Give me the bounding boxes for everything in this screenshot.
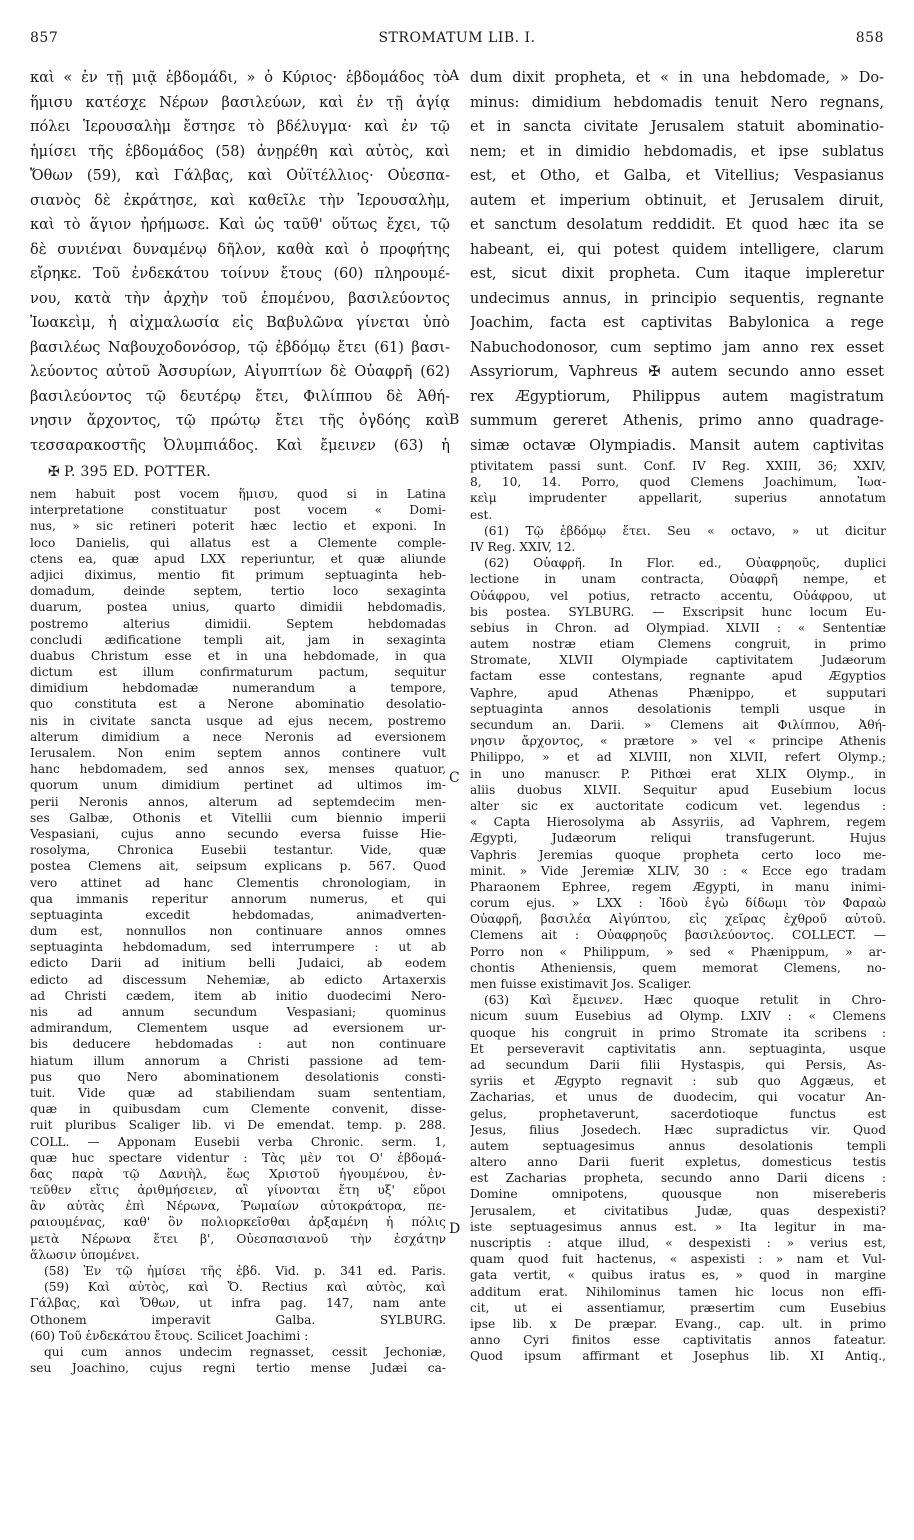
note-line: nus, » sic retineri poterit hæc lectio et exponi. In: [30, 519, 446, 534]
note-line: nuscriptis : atque illud, « despexisti : » verius est,: [470, 1236, 886, 1250]
note-line: Γάλβας, καὶ Ὄθων, ut infra pag. 147, nam ante: [30, 1296, 446, 1311]
note-line: hanc hebdomadem, sed annos sex, menses quatuor,: [30, 762, 446, 777]
greek-text-line: πόλει Ἱερουσαλὴμ ἔστησε τὸ βδέλυγμα· καὶ ἐν τῷ: [30, 119, 450, 135]
note-line: δας παρὰ τῷ Δανιὴλ, ἕως Χριστοῦ ἡγουμένου, ἐν-: [30, 1166, 446, 1181]
greek-text-line: σιανὸς δὲ ἐκράτησε, καὶ καθεῖλε τὴν Ἱερουσαλὴμ,: [30, 192, 450, 209]
note-line: Stromate, XLVII Olympiade captivitatem Judæorum: [470, 653, 886, 668]
note-line: in uno manuscr. P. Pithœi erat XLIX Olymp., in: [470, 766, 886, 781]
note-line: perii Neronis annos, alterum ad septemdecim men-: [30, 794, 446, 809]
note-line: autem septuagesimus annus desolationis templi: [470, 1138, 886, 1153]
greek-text-line: νησιν ἄρχοντος, τῷ πρώτῳ ἔτει τῆς ὀγδόης καὶ: [30, 413, 450, 429]
note-line: « Capta Hierosolyma ab Assyriis, ad Vaphrem, regem: [470, 815, 886, 830]
note-line: anno Cyri finitos esse captivitatis annos fateatur.: [470, 1333, 886, 1348]
note-line: seu Joachino, cujus regni tertio mense Judæi ca-: [30, 1361, 446, 1376]
note-line: Ægypti, Judæorum reliqui transfugerunt. Hujus: [470, 831, 886, 846]
latin-text-line: autem et imperium obtinuit, et Jerusalem diruit,: [470, 192, 884, 209]
note-line: bis postea. SYLBURG. — Exscripsit hunc locum Eu-: [470, 604, 886, 619]
note-line: Et perseveravit captivitatis ann. septuaginta, usque: [470, 1041, 886, 1056]
note-line: Ierusalem. Non enim septem annos continere vult: [30, 746, 446, 760]
note-line: gata vertit, « quibus iratus es, » quod in margine: [470, 1268, 886, 1283]
note-line: septuaginta excedit hebdomadas, animadverten-: [30, 907, 446, 922]
note-line: factam esse contestans, regnante apud Ægyptios: [470, 669, 886, 684]
note-line: Domine omnipotens, quousque non misereberis: [470, 1187, 886, 1202]
page-number-left: 857: [30, 30, 59, 46]
note-line: ἂν αὐτὰς ἐπὶ Νέρωνα, Ῥωμαίων αὐτοκράτορα, πε-: [30, 1199, 446, 1214]
note-line: septuaginta annos desolationis templi usque in: [470, 701, 886, 716]
greek-text-line: Ἰωακεὶμ, ἡ αἰχμαλωσία εἰς Βαβυλῶνα γίνεται ὑπὸ: [30, 315, 450, 331]
latin-text-line: habeant, ei, qui potest quidem intelligere, clarum: [470, 241, 884, 258]
margin-letter-c: C: [449, 770, 460, 786]
note-line: ραιουμένας, καθ' ὃν πολιορκεῖσθαι ἀρξαμένη ἡ πόλις: [30, 1215, 446, 1230]
note-line: Clemens ait : Οὐαφρηοῦς βασιλεύοντος. COLLECT. —: [470, 928, 886, 943]
note-line: pus quo Nero abominationem desolationis consti-: [30, 1069, 446, 1084]
note-line: lectione in unam contracta, Οὐαφρῆ nempe, et: [470, 572, 886, 587]
note-line: Jesus, filius Josedech. Hæc supradictus vir. Quod: [470, 1122, 886, 1137]
potter-page-marker: [48, 464, 211, 480]
note-line: additum erat. Nihilominus tamen hic locus non effi-: [470, 1284, 886, 1299]
note-line: ses Galbæ, Othonis et Vitellii cum biennio imperii: [30, 810, 446, 825]
greek-text-line: καὶ « ἐν τῇ μιᾷ ἑβδομάδι, » ὁ Κύριος· ἑβδομάδος τὸ: [30, 70, 450, 86]
latin-text-line: summum gereret Athenis, primo anno quadrage-: [470, 413, 884, 429]
note-line: men fuisse existimavit Jos. Scaliger.: [470, 977, 692, 991]
note-line: μετὰ Νέρωνα ἔτει β', Οὐεσπασιανοῦ τὴν ἐσχάτην: [30, 1231, 446, 1246]
note-line: (61) Τῷ ἑβδόμῳ ἔτει. Seu « octavo, » ut dicitur: [484, 523, 886, 538]
note-line: edicto Darii ad initium belli Judaici, ab eodem: [30, 956, 446, 971]
note-line: sebius in Chron. ad Olympiad. XLVII : « Sententiæ: [470, 620, 886, 635]
note-line: domadum, deinde septem, tertio loco sexaginta: [30, 584, 446, 599]
note-line: nis in civitate sancta usque ad ejus necem, postremo: [30, 713, 446, 728]
note-line: ipse lib. x De præpar. Evang., cap. ult. in primo: [470, 1316, 886, 1331]
greek-text-column: [30, 66, 450, 458]
note-line: ctens ea, quæ apud LXX reperiuntur, et quæ aliunde: [30, 551, 446, 566]
note-line: Porro non « Philippum, » sed « Phænippum, » ar-: [470, 944, 886, 959]
note-line: dimidium hebdomadæ numerandum a tempore,: [30, 681, 446, 696]
greek-text-line: λεύοντος αὐτοῦ Ἀσσυρίων, Αἰγυπτίων δὲ Οὐαφρῆ (62): [30, 364, 450, 380]
latin-text-line: simæ octavæ Olympiadis. Mansit autem captivitas: [470, 437, 884, 454]
latin-text-line: Joachim, facta est captivitas Babylonica a rege: [470, 315, 884, 331]
note-line: (60) Τοῦ ἑνδεκάτου ἔτους. Scilicet Joachimi :: [30, 1328, 309, 1343]
note-line: Philippo, » et ad XLVIII, non XLVII, refert Olymp.;: [470, 750, 886, 765]
note-line: duabus Christum esse et in una hebdomade, in qua: [30, 648, 446, 663]
note-line: concludi ædificatione templi ait, jam in sexaginta: [30, 632, 446, 647]
running-header: [30, 30, 884, 52]
note-line: ruit pluribus Scaliger lib. vi De emendat. temp. p. 288.: [30, 1118, 446, 1133]
note-line: edicto ad discessum Nehemiæ, ab edicto Artaxerxis: [30, 972, 446, 987]
note-line: altero anno Darii fuerit expletus, domesticus testis: [470, 1155, 886, 1170]
note-line: κεὶμ imprudenter appellarit, superius annotatum: [470, 491, 886, 506]
note-line: Zacharias, et unus de duodecim, qui vocatur An-: [470, 1090, 886, 1105]
note-line: autem nostræ etiam Clemens congruit, in primo: [470, 637, 886, 652]
note-line: adjici diximus, mentio fit primum septuaginta heb-: [30, 567, 446, 582]
note-line: hiatum illum annorum a Christi passione ad tem-: [30, 1053, 446, 1068]
note-line: ἅλωσιν ὑπομένει.: [30, 1247, 140, 1262]
note-line: secundum an. Darii. » Clemens ait Φιλίππου, Ἀθή-: [470, 718, 886, 732]
note-line: septuaginta hebdomadum, sed interrumpere : ut ab: [30, 940, 446, 955]
note-line: quæ in quibusdam cum Clemente convenit, disse-: [30, 1102, 446, 1117]
note-line: quo constituta est a Nerone abominatio desolatio-: [30, 697, 446, 712]
greek-text-line: Ὄθων (59), καὶ Γάλβας, καὶ Οὐϊτέλλιος· Οὐεσπα-: [30, 168, 450, 184]
note-line: aliis duobus XLVII. Sequitur apud Eusebium locus: [470, 782, 886, 797]
note-line: admirandum, Clementem usque ad eversionem ur-: [30, 1021, 446, 1036]
latin-text-line: rex Ægyptiorum, Philippus autem magistratum: [470, 388, 884, 405]
latin-text-line: et in sancta civitate Jerusalem statuit abominatio-: [470, 119, 884, 135]
note-line: qui cum annos undecim regnasset, cessit Jechoniæ,: [44, 1344, 446, 1359]
note-line: ptivitatem passi sunt. Conf. IV Reg. XXIII, 36; XXIV,: [470, 459, 886, 473]
note-line: nis ad annum secundum Vespasiani; quominus: [30, 1005, 446, 1019]
note-line: quæ huc spectare videntur : Τὰς μὲν τοι Ο' ἑβδομά-: [30, 1150, 446, 1165]
note-line: loco Danielis, qui allatus est a Clemente comple-: [30, 535, 446, 550]
latin-text-line: est, et Otho, et Galba, et Vitellius; Vespasianus: [470, 168, 884, 184]
cross-marker-icon: ✠: [48, 464, 61, 480]
note-line: ad secundum Darii filii Hystaspis, qui Persis, As-: [470, 1057, 886, 1072]
greek-text-line: βασιλεύοντος τῷ δευτέρῳ ἔτει, Φιλίππου δὲ Ἀθή-: [30, 388, 450, 405]
note-line: iste septuagesimus annus est. » Ita legitur in ma-: [470, 1219, 886, 1234]
page-number-right: 858: [855, 30, 884, 46]
note-line: vero attinet ad hanc Clementis chronologiam, in: [30, 875, 446, 890]
note-line: qua immanis reperitur annorum numerus, et qui: [30, 891, 446, 906]
note-line: Οὐαφρῆ, βασιλέα Αἰγύπτου, εἰς χεῖρας ἐχθροῦ αὐτοῦ.: [470, 912, 886, 927]
note-line: IV Reg. XXIV, 12.: [470, 539, 576, 554]
greek-text-line: ἥμισυ κατέσχε Νέρων βασιλεύων, καὶ ἐν τῇ ἁγίᾳ: [30, 94, 450, 111]
latin-text-line: et sanctum desolatum reddidit. Et quod hæc ita se: [470, 217, 884, 233]
latin-text-line: minus: dimidium hebdomadis tenuit Nero regnans,: [470, 94, 884, 111]
latin-text-line: Nabuchodonosor, cum septimo jam anno rex esset: [470, 339, 884, 356]
note-line: est Zacharias propheta, secundo anno Darii dicens :: [470, 1171, 886, 1186]
note-line: chontis Atheniensis, quem memorat Clemens, no-: [470, 960, 886, 975]
note-line: nicum suum Eusebius ad Olymp. LXIV : « Clemens: [470, 1009, 886, 1024]
note-line: τεῦθεν εἴτις ἀριθμήσειεν, αἳ γίνονται ἔτη υξ' εὕροι: [30, 1183, 446, 1198]
note-line: (63) Καὶ ἔμεινεν. Hæc quoque retulit in Chro-: [484, 993, 886, 1008]
note-line: duarum, postea unius, quarto dimidii hebdomadis,: [30, 600, 446, 615]
greek-text-line: τεσσαρακοστῆς Ὀλυμπιάδος. Καὶ ἔμεινεν (63) ἡ: [30, 437, 450, 454]
note-line: Othonem imperavit Galba. SYLBURG.: [30, 1312, 446, 1327]
potter-page-reference: P. 395 ED. POTTER.: [64, 464, 211, 480]
greek-text-line: βασιλέως Ναβουχοδονόσορ, τῷ ἑβδόμῳ ἔτει (61) βασι-: [30, 339, 450, 356]
latin-text-line: Assyriorum, Vaphreus ✠ autem secundo anno esset: [470, 364, 884, 380]
greek-text-line: εἴρηκε. Τοῦ ἑνδεκάτου τοίνυν ἔτους (60) πληρουμέ-: [30, 266, 450, 282]
note-line: postremo alterius dimidii. Septem hebdomadas: [30, 616, 446, 631]
latin-translation-column: [470, 66, 884, 458]
latin-text-line: dum dixit propheta, et « in una hebdomade, » Do-: [470, 70, 884, 86]
note-line: COLL. — Apponam Eusebii verba Chronic. serm. 1,: [30, 1134, 446, 1149]
note-line: est.: [470, 507, 493, 522]
notes-right-column: [470, 458, 886, 1365]
note-line: νησιν ἄρχοντος, « prætore » vel « principe Athenis: [470, 734, 886, 749]
note-line: (59) Καὶ αὐτὸς, καὶ Ὄ. Rectius καὶ αὐτὸς, καὶ: [44, 1280, 446, 1295]
greek-text-line: ἡμίσει τῆς ἑβδομάδος (58) ἀνῃρέθη καὶ αὐτὸς, καὶ: [30, 143, 450, 160]
note-line: Vespasiani, cujus anno secundo eversa fuisse Hie-: [30, 826, 446, 841]
note-line: Quod ipsum affirmant et Josephus lib. XI Antiq.,: [470, 1349, 886, 1364]
note-line: gelus, prophetaverunt, sacerdotioque functus est: [470, 1106, 886, 1121]
note-line: Οὐάφρου, vel potius, retracto accentu, Οὐάφρου, ut: [470, 588, 886, 603]
notes-left-column: [30, 486, 446, 1376]
note-line: bis deducere hebdomadas : aut non continuare: [30, 1037, 446, 1052]
note-line: cit, ut ei assentiamur, præsertim cum Eusebius: [470, 1300, 886, 1315]
margin-letter-d: D: [449, 1221, 461, 1237]
note-line: postea Clemens ait, seipsum explicans p. 567. Quod: [30, 859, 446, 874]
note-line: nem habuit post vocem ἥμισυ, quod si in Latina: [30, 487, 446, 501]
note-line: alter sic ex auctoritate codicum vet. legendus :: [470, 798, 886, 813]
note-line: 8, 10, 14. Porro, quod Clemens Joachimum, Ἰωα-: [470, 475, 886, 490]
note-line: dictum est illum confirmaturum pactum, sequitur: [30, 665, 446, 680]
note-line: tuit. Vide quæ ad stabiliendam suam sententiam,: [30, 1085, 446, 1100]
note-line: corum ejus. » LXX : Ἰδοὺ ἐγὼ δίδωμι τὸν Φαραὼ: [470, 896, 886, 911]
greek-text-line: νου, κατὰ τὴν ἀρχὴν τοῦ ἑπομένου, βασιλεύοντος: [30, 290, 450, 307]
note-line: quoque his congruit in primo Stromate ita scribens :: [470, 1025, 886, 1040]
note-line: syriis et Ægypto regnavit : sub quo Aggæus, et: [470, 1074, 886, 1089]
note-line: Vaphris Jeremias quoque propheta certo loco me-: [470, 847, 886, 862]
note-line: (58) Ἐν τῷ ἡμίσει τῆς ἑβδ. Vid. p. 341 ed. Paris.: [44, 1264, 446, 1278]
note-line: rosolyma, Chronica Eusebii testantur. Vide, quæ: [30, 843, 446, 858]
note-line: (62) Οὐαφρῆ. In Flor. ed., Οὐαφρηοῦς, duplici: [484, 556, 886, 571]
note-line: minit. » Vide Jeremiæ XLIV, 30 : « Ecce ego tradam: [470, 863, 886, 878]
running-title: STROMATUM LIB. I.: [378, 30, 536, 46]
note-line: ad Christi cædem, item ab initio duodecimi Nero-: [30, 988, 446, 1003]
note-line: quorum unum dimidium pertinet ad ultimos im-: [30, 778, 446, 793]
note-line: Pharaonem Ephree, regem Ægypti, in manu inimi-: [470, 879, 886, 894]
latin-text-line: nem; et in dimidio hebdomadis, et ipse sublatus: [470, 143, 884, 160]
margin-letter-b: B: [449, 412, 460, 428]
note-line: quam quod fuit hactenus, « aspexisti : » nam et Vul-: [470, 1252, 886, 1267]
note-line: Jerusalem, et civitatibus Judæ, quas despexisti?: [470, 1203, 886, 1218]
greek-text-line: δὲ συνιέναι δυναμένῳ δῆλον, καθὰ καὶ ὁ προφήτης: [30, 241, 450, 258]
latin-text-line: undecimus annus, in principio sequentis, regnante: [470, 290, 884, 307]
latin-text-line: est, sicut dixit propheta. Cum itaque impleretur: [470, 266, 884, 282]
note-line: Vaphre, apud Athenas Phænippo, et supputari: [470, 685, 886, 700]
note-line: alterum dimidium a nece Neronis ad eversionem: [30, 729, 446, 744]
note-line: interpretatione constituatur post vocem « Domi-: [30, 503, 446, 518]
margin-letter-a: A: [449, 68, 460, 84]
greek-text-line: καὶ τὸ ἅγιον ἠρήμωσε. Καὶ ὡς ταῦθ' οὕτως ἔχει, τῷ: [30, 217, 450, 233]
note-line: dum est, nonnullos non continuare annos omnes: [30, 924, 446, 939]
